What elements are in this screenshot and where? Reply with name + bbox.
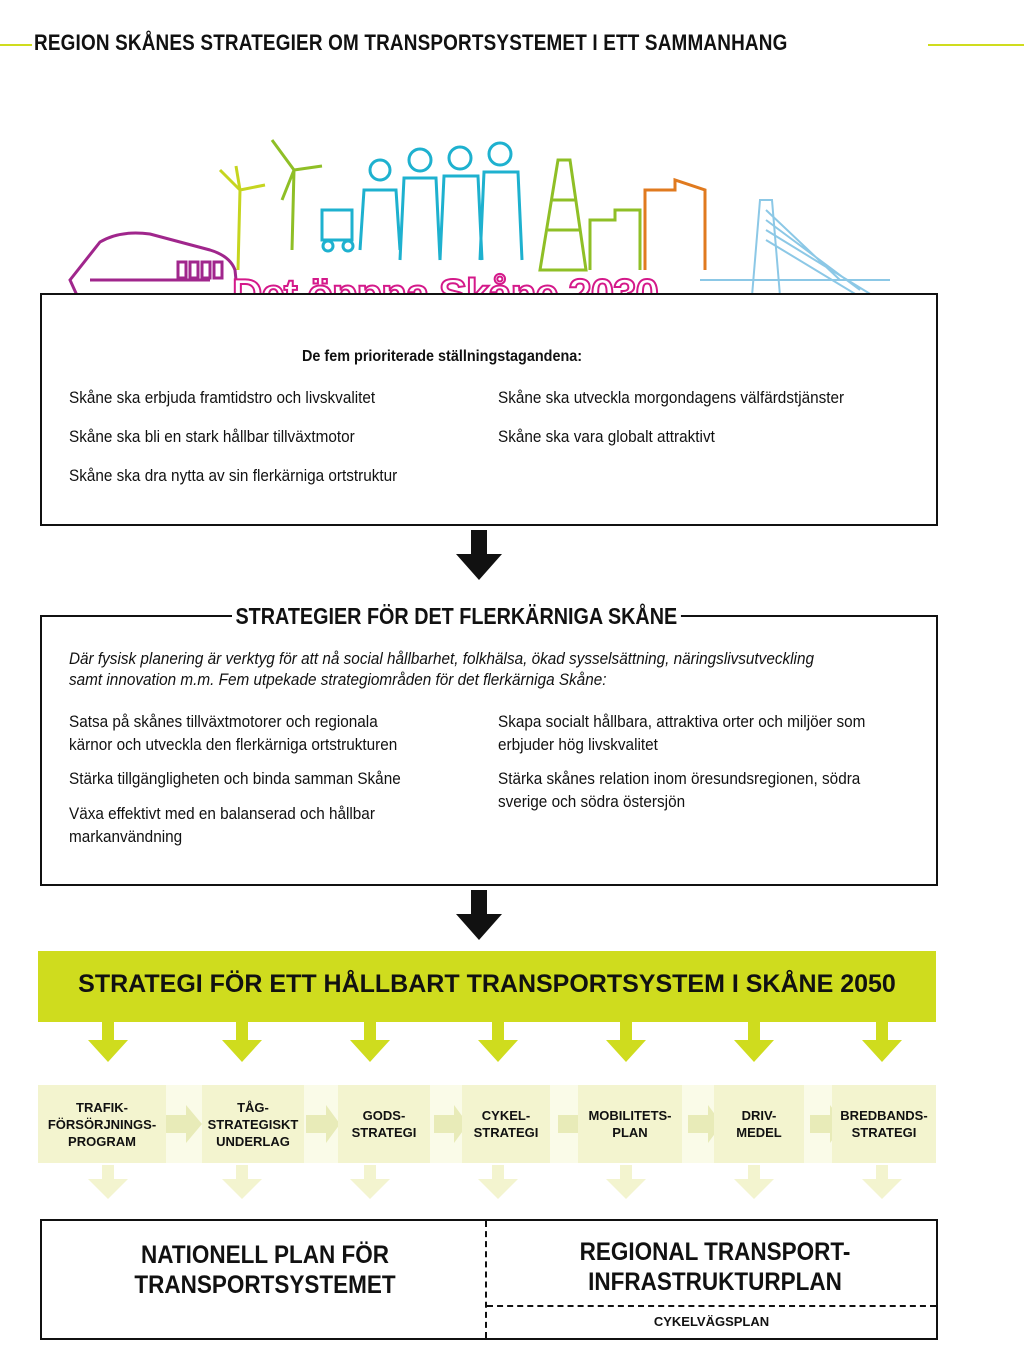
arrow-down-icon: [862, 1022, 902, 1062]
page-title: REGION SKÅNES STRATEGIER OM TRANSPORTSYSTEMET I ETT SAMMANHANG: [34, 30, 788, 55]
strategy-item: kärnor och utveckla den flerkärniga ortstrukturen: [69, 735, 398, 754]
arrow-down-icon: [350, 1022, 390, 1062]
train-icon: [70, 233, 238, 302]
tower-icon: [540, 160, 586, 270]
header-line-left: [0, 44, 32, 46]
strategies-title: STRATEGIER FÖR DET FLERKÄRNIGA SKÅNE: [232, 603, 681, 630]
strategy-item: markanvändning: [69, 827, 183, 846]
regional-plan-title: REGIONAL TRANSPORT- INFRASTRUKTURPLAN: [579, 1238, 851, 1296]
arrow-down-icon: [734, 1022, 774, 1062]
arrow-right-icon: [166, 1105, 202, 1143]
nationell-plan-title: NATIONELL PLAN FÖR TRANSPORTSYSTEMET: [134, 1241, 396, 1299]
arrow-down-icon: [606, 1022, 646, 1062]
priority-item: Skåne ska bli en stark hållbar tillväxtmotor: [69, 427, 355, 446]
arrow-down-icon: [456, 890, 502, 940]
sub-strategy-drivmedel: DRIV- MEDEL: [714, 1085, 804, 1163]
strategies-intro: Där fysisk planering är verktyg för att nå social hållbarhet, folkhälsa, ökad sysselsättning, näringslivsutveckling: [69, 649, 814, 668]
priority-item: Skåne ska vara globalt attraktivt: [498, 427, 715, 446]
transport-strategy-title: STRATEGI FÖR ETT HÅLLBART TRANSPORTSYSTEM I SKÅNE 2050: [78, 970, 896, 998]
strategy-item: Stärka tillgängligheten och binda samman Skåne: [69, 769, 401, 788]
sub-strategy-godsstrategi: GODS- STRATEGI: [338, 1085, 430, 1163]
arrow-down-icon: [606, 1165, 646, 1199]
sub-strategy-bredbandsstrategi: BREDBANDS- STRATEGI: [832, 1085, 936, 1163]
arrow-down-icon: [222, 1022, 262, 1062]
buildings-icon: [645, 180, 705, 270]
strategies-intro: samt innovation m.m. Fem utpekade strategiområden för det flerkärniga Skåne:: [69, 670, 607, 689]
strategy-item: Skapa socialt hållbara, attraktiva orter och miljöer som: [498, 712, 866, 731]
people-icon: [322, 143, 522, 260]
cykelvagsplan-label: CYKELVÄGSPLAN: [653, 1314, 770, 1329]
priority-item: Skåne ska erbjuda framtidstro och livskvalitet: [69, 388, 376, 407]
sub-strategy-mobilitetsplan: MOBILITETS- PLAN: [578, 1085, 682, 1163]
strategy-item: Stärka skånes relation inom öresundsregionen, södra: [498, 769, 861, 788]
priorities-box: [40, 293, 938, 526]
strategy-item: erbjuder hög livskvalitet: [498, 735, 658, 754]
strategy-item: sverige och södra östersjön: [498, 792, 686, 811]
arrow-down-icon: [478, 1022, 518, 1062]
strategy-item: Växa effektivt med en balanserad och hållbar: [69, 804, 375, 823]
cykelvagsplan-divider: [487, 1305, 936, 1307]
sub-strategy-trafikforsorjningsprogram: TRAFIK- FÖRSÖRJNINGS- PROGRAM: [38, 1085, 166, 1163]
wind-turbine-icon: [272, 140, 322, 250]
arrow-down-icon: [88, 1165, 128, 1199]
yellow-arrows: [80, 1022, 920, 1064]
pale-arrows: [80, 1165, 920, 1201]
strategy-item: Satsa på skånes tillväxtmotorer och regionala: [69, 712, 378, 731]
priority-item: Skåne ska utveckla morgondagens välfärdstjänster: [498, 388, 845, 407]
header-line-right: [928, 44, 1024, 46]
arrow-down-icon: [734, 1165, 774, 1199]
arrow-down-icon: [88, 1022, 128, 1062]
transport-strategy-band: [38, 951, 936, 1022]
arrow-down-icon: [350, 1165, 390, 1199]
arrow-down-icon: [222, 1165, 262, 1199]
wind-turbine-icon: [220, 166, 265, 270]
arrow-down-icon: [456, 530, 502, 580]
sub-strategy-cykelstrategi: CYKEL- STRATEGI: [462, 1085, 550, 1163]
sub-strategy-tagstrategiskt-underlag: TÅG- STRATEGISKT UNDERLAG: [202, 1085, 304, 1163]
arrow-right-icon: [306, 1105, 340, 1143]
priorities-subtitle: De fem prioriterade ställningstagandena:: [302, 348, 583, 365]
arrow-down-icon: [478, 1165, 518, 1199]
arrow-down-icon: [862, 1165, 902, 1199]
buildings-icon: [590, 210, 640, 270]
priority-item: Skåne ska dra nytta av sin flerkärniga ortstruktur: [69, 466, 398, 485]
